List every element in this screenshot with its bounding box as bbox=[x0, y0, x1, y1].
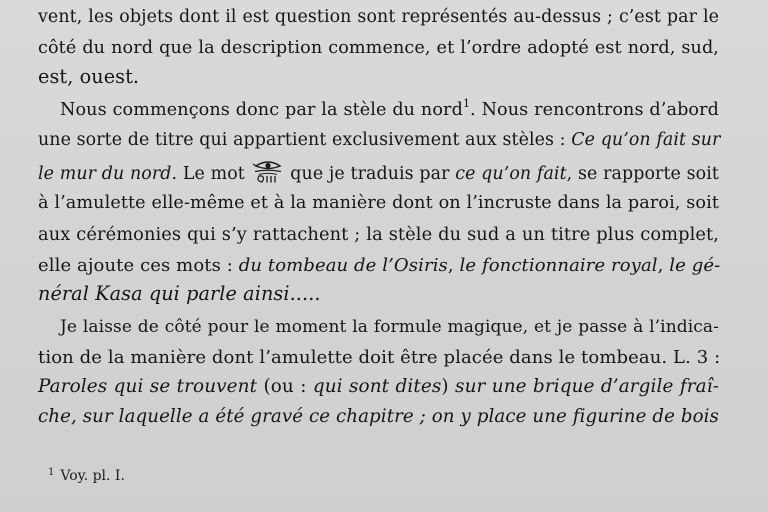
text-line-2: côté du nord que la description commence, et l’ordre adopté est nord, sud, bbox=[38, 38, 719, 58]
footnote-number: 1 bbox=[48, 467, 55, 478]
text-line-3: est, ouest. bbox=[38, 65, 140, 88]
text-line-1: vent, les objets dont il est question sont représentés au-dessus ; c’est par le bbox=[38, 7, 719, 27]
eye-over-mouth-hieroglyph-icon bbox=[251, 158, 285, 185]
text-line-9: elle ajoute ces mots : du tombeau de l’Osiris, le fonctionnaire royal, le gé- bbox=[38, 255, 721, 276]
text-line-6: le mur du nord. Le mot que je traduis par ce qu’on fait, se rapporte soit bbox=[38, 158, 719, 185]
footnote-text: Voy. pl. I. bbox=[60, 468, 125, 484]
text-line-4: Nous commençons donc par la stèle du nord$^1$. Nous rencontrons d’abord bbox=[60, 97, 719, 120]
footnote-ref: 1 bbox=[462, 97, 471, 110]
text-line-13: Paroles qui se trouvent (ou : qui sont dites) sur une brique d’argile fraî- bbox=[38, 376, 720, 397]
text-line-11: Je laisse de côté pour le moment la formule magique, et je passe à l’indica- bbox=[60, 317, 719, 337]
text-line-10: néral Kasa qui parle ainsi..... bbox=[38, 282, 321, 305]
footnote bbox=[48, 463, 125, 486]
text-line-12: tion de la manière dont l’amulette doit être placée dans le tombeau. L. 3 : bbox=[38, 347, 721, 368]
text-line-7: à l’amulette elle-même et à la manière dont on l’incruste dans la paroi, soit bbox=[38, 193, 719, 213]
text-line-5: une sorte de titre qui appartient exclusivement aux stèles : Ce qu’on fait sur bbox=[38, 130, 721, 150]
text-line-14: che, sur laquelle a été gravé ce chapitre ; on y place une figurine de bois bbox=[38, 406, 719, 427]
text-line-8: aux cérémonies qui s’y rattachent ; la stèle du sud a un titre plus complet, bbox=[38, 224, 719, 245]
